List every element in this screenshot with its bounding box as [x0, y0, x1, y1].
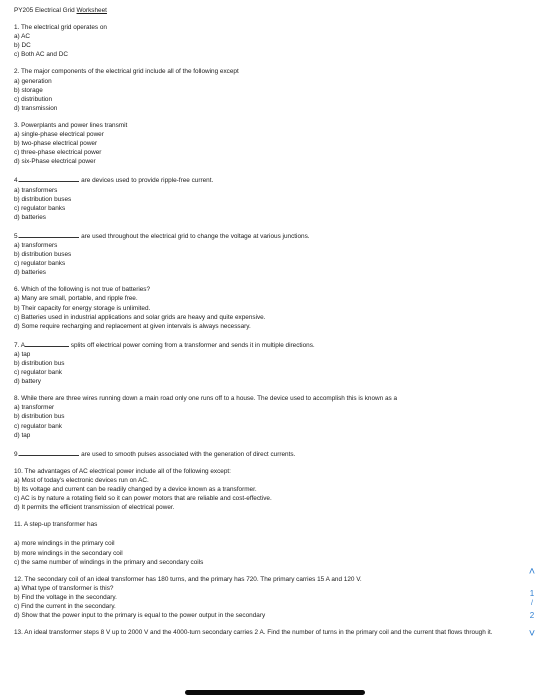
- question-text: are used throughout the electrical grid to change the voltage at various junctions.: [79, 232, 310, 240]
- question-text: 10. The advantages of AC electrical power include all of the following except:: [14, 467, 231, 475]
- answer-option: b) distribution buses: [14, 195, 72, 203]
- question-text: 3. Powerplants and power lines transmit: [14, 121, 128, 129]
- answer-option: d) six-Phase electrical power: [14, 158, 96, 166]
- question-stem: [14, 628, 530, 637]
- answer-option: b) Find the voltage in the secondary.: [14, 593, 117, 601]
- answer-option: c) Batteries used in industrial applications and solar grids are heavy and quite expensive.: [14, 313, 266, 321]
- answer-option: c) three-phase electrical power: [14, 149, 102, 157]
- question-block: [14, 520, 530, 529]
- question-number: 4.: [14, 177, 20, 185]
- answer-option: b) Their capacity for energy storage is unlimited.: [14, 304, 151, 312]
- question-block: [14, 394, 530, 439]
- answer-option: c) regulator banks: [14, 260, 66, 268]
- answer-option: c) Find the current in the secondary.: [14, 602, 116, 610]
- home-indicator-bar[interactable]: [185, 690, 365, 695]
- answer-option: a) AC: [14, 33, 30, 41]
- answer-option: c) Both AC and DC: [14, 51, 68, 59]
- question-block: [14, 230, 530, 277]
- answer-option: b) more windings in the secondary coil: [14, 549, 123, 557]
- answer-option: a) What type of transformer is this?: [14, 584, 114, 592]
- question-block: [14, 628, 530, 637]
- question-text: splits off electrical power coming from a transformer and sends it in multiple directions.: [69, 341, 315, 349]
- answer-option: c) AC is by nature a rotating field so it can power motors that are reliable and cost-effective.: [14, 495, 272, 503]
- answer-option: b) DC: [14, 42, 31, 50]
- title-underlined-word: Worksheet: [76, 7, 107, 14]
- question-block: [14, 339, 530, 386]
- answer-option: b) distribution buses: [14, 251, 72, 259]
- question-stem: [14, 339, 530, 350]
- question-block: [14, 575, 530, 620]
- page-down-chevron-icon[interactable]: ˅: [528, 628, 536, 640]
- answer-option: a) Most of today's electronic devices run on AC.: [14, 476, 149, 484]
- question-block: [14, 539, 530, 566]
- question-block: [14, 174, 530, 221]
- answer-option: a) transformer: [14, 404, 55, 412]
- page-separator: /: [531, 600, 533, 607]
- question-stem: [14, 520, 530, 529]
- answer-option: c) regulator bank: [14, 369, 62, 377]
- answer-option: d) battery: [14, 378, 41, 386]
- worksheet-document: [14, 6, 530, 645]
- question-stem: [14, 230, 530, 241]
- answer-option: b) distribution bus: [14, 413, 65, 421]
- answer-option: c) the same number of windings in the primary and secondary coils: [14, 558, 204, 566]
- question-block: [14, 67, 530, 112]
- question-block: [14, 448, 530, 459]
- answer-option: a) tap: [14, 350, 31, 358]
- total-page-count: 2: [529, 611, 535, 620]
- question-stem: [14, 575, 530, 584]
- answer-blank: [19, 174, 79, 182]
- question-text: 8. While there are three wires running down a main road only one runs off to a house. The device used to accomplish this is known as a: [14, 395, 398, 403]
- answer-blank: [19, 448, 79, 456]
- answer-option: d) transmission: [14, 104, 58, 112]
- answer-option: b) Its voltage and current can be readily changed by a device known as a transformer.: [14, 486, 257, 494]
- question-stem: [14, 23, 530, 32]
- answer-option: a) single-phase electrical power: [14, 131, 104, 139]
- question-number: 7. A: [14, 341, 26, 349]
- worksheet-title: [14, 6, 530, 15]
- question-text: are used to smooth pulses associated with the generation of direct currents.: [79, 450, 296, 458]
- page-navigator: [520, 566, 544, 644]
- answer-option: c) regulator banks: [14, 204, 66, 212]
- question-number: 9.: [14, 450, 20, 458]
- answer-blank: [25, 339, 69, 347]
- answer-option: d) batteries: [14, 269, 46, 277]
- question-stem: [14, 448, 530, 459]
- question-text: 12. The secondary coil of an ideal transformer has 180 turns, and the primary has 720. The primary carries 15 A and 120 V.: [14, 575, 362, 583]
- title-prefix: PY205 Electrical Grid: [14, 7, 77, 14]
- question-stem: [14, 467, 530, 476]
- question-stem: [14, 394, 530, 403]
- question-block: [14, 285, 530, 330]
- question-stem: [14, 285, 530, 294]
- answer-option: a) transformers: [14, 186, 58, 194]
- current-page-number: 1: [529, 589, 535, 598]
- answer-option: b) storage: [14, 86, 43, 94]
- answer-option: c) regulator bank: [14, 422, 62, 430]
- question-text: 6. Which of the following is not true of batteries?: [14, 286, 151, 294]
- answer-option: d) It permits the efficient transmission of electrical power.: [14, 504, 175, 512]
- answer-option: a) more windings in the primary coil: [14, 540, 115, 548]
- question-text: are devices used to provide ripple-free current.: [79, 177, 214, 185]
- page-up-chevron-icon[interactable]: ˄: [528, 566, 536, 578]
- answer-option: d) batteries: [14, 213, 46, 221]
- question-number: 5.: [14, 232, 20, 240]
- question-text: 2. The major components of the electrical grid include all of the following except: [14, 68, 239, 76]
- answer-blank: [19, 230, 79, 238]
- answer-option: c) distribution: [14, 95, 53, 103]
- answer-option: b) two-phase electrical power: [14, 140, 98, 148]
- answer-option: d) tap: [14, 431, 31, 439]
- question-stem: [14, 67, 530, 76]
- answer-option: a) Many are small, portable, and ripple free.: [14, 295, 138, 303]
- question-stem: [14, 121, 530, 130]
- question-text: 11. A step-up transformer has: [14, 521, 98, 529]
- answer-option: d) Some require recharging and replacement at given intervals is always necessary.: [14, 322, 251, 330]
- question-block: [14, 121, 530, 166]
- answer-option: a) generation: [14, 77, 52, 85]
- question-text: 1. The electrical grid operates on: [14, 24, 107, 32]
- question-text: 13. An ideal transformer steps 8 V up to 2000 V and the 4000-turn secondary carries 2 A. Find the number of turns in the primary coil and the current that flows through it.: [14, 629, 493, 637]
- answer-option: d) Show that the power input to the primary is equal to the power output in the secondary: [14, 612, 266, 620]
- answer-option: b) distribution bus: [14, 360, 65, 367]
- question-stem: [14, 174, 530, 185]
- question-block: [14, 467, 530, 512]
- question-block: [14, 23, 530, 59]
- question-list: [14, 23, 530, 637]
- answer-option: a) transformers: [14, 241, 58, 249]
